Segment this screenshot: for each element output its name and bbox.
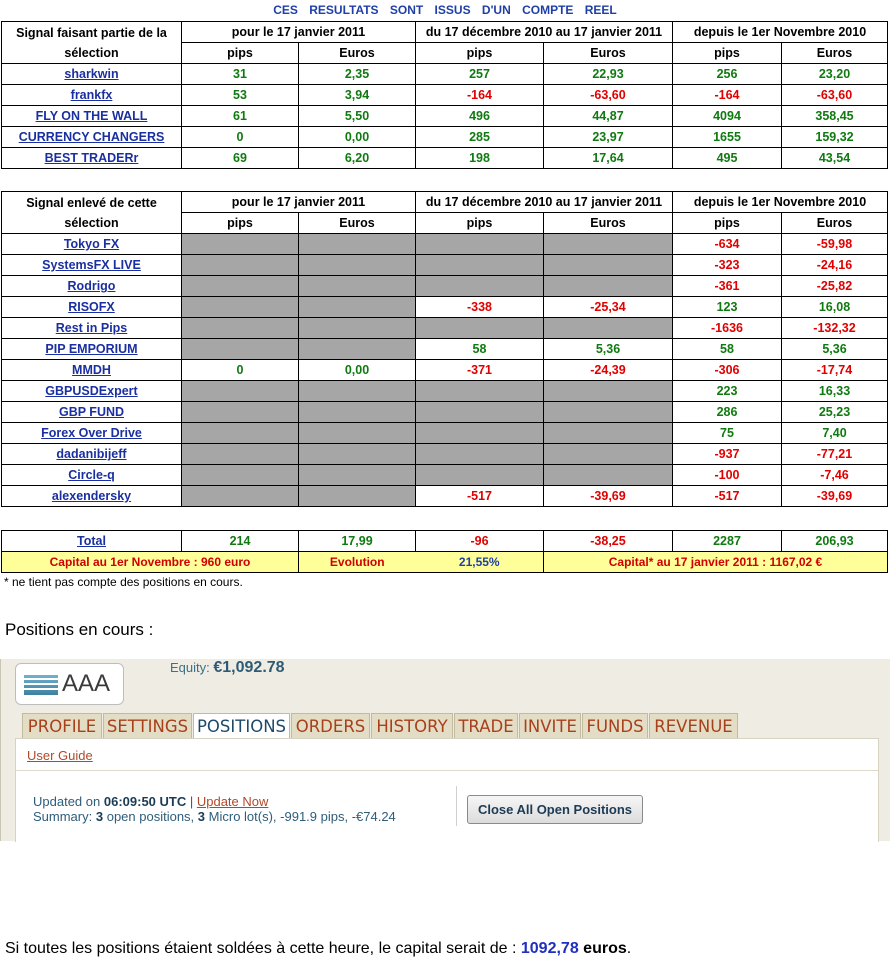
empty-cell — [416, 423, 544, 444]
signal-header: Signal enlevé de cette sélection — [2, 192, 182, 234]
empty-cell — [182, 234, 299, 255]
euros-cell: 159,32 — [782, 127, 888, 148]
empty-cell — [416, 465, 544, 486]
signal-name-link[interactable]: Forex Over Drive — [2, 423, 182, 444]
logo-text: AAA — [62, 670, 111, 697]
empty-cell — [182, 297, 299, 318]
pips-cell: 257 — [416, 64, 544, 85]
close-all-positions-button[interactable]: Close All Open Positions — [467, 795, 643, 824]
pips-cell: -371 — [416, 360, 544, 381]
table-row — [2, 276, 888, 297]
table-row — [2, 255, 888, 276]
table-row — [2, 64, 888, 85]
pips-cell: 58 — [673, 339, 782, 360]
empty-cell — [416, 318, 544, 339]
updated-time: 06:09:50 UTC — [103, 794, 187, 809]
signal-name-link[interactable]: CURRENCY CHANGERS — [2, 127, 182, 148]
table-row — [2, 148, 888, 169]
pips-cell: 198 — [416, 148, 544, 169]
euros-cell: -24,16 — [782, 255, 888, 276]
tab-profile[interactable]: PROFILE — [22, 713, 102, 738]
euros-cell: 23,20 — [782, 64, 888, 85]
signal-name-link[interactable]: RISOFX — [2, 297, 182, 318]
empty-cell — [416, 276, 544, 297]
empty-cell — [299, 486, 416, 507]
table-row — [2, 444, 888, 465]
total-euros-cell: 206,93 — [782, 531, 888, 552]
broker-logo[interactable] — [15, 663, 124, 705]
total-pips-cell: 2287 — [673, 531, 782, 552]
evolution-value: 21,55% — [416, 552, 544, 573]
pips-cell: -164 — [416, 85, 544, 106]
col-pips: pips — [416, 43, 544, 64]
signal-name-link[interactable]: FLY ON THE WALL — [2, 106, 182, 127]
empty-cell — [416, 402, 544, 423]
euros-cell: -39,69 — [782, 486, 888, 507]
table-row — [2, 234, 888, 255]
pips-cell: 69 — [182, 148, 299, 169]
euros-cell: -59,98 — [782, 234, 888, 255]
signal-name-link[interactable]: Circle-q — [2, 465, 182, 486]
pips-cell: -1636 — [673, 318, 782, 339]
empty-cell — [182, 255, 299, 276]
euros-cell: 2,35 — [299, 64, 416, 85]
euros-cell: -25,34 — [544, 297, 673, 318]
totals-table — [1, 530, 888, 573]
pips-cell: -338 — [416, 297, 544, 318]
empty-cell — [182, 318, 299, 339]
pips-cell: -634 — [673, 234, 782, 255]
positions-heading: Positions en cours : — [5, 620, 154, 639]
empty-cell — [299, 255, 416, 276]
col-euros: Euros — [544, 213, 673, 234]
empty-cell — [182, 486, 299, 507]
tab-funds[interactable]: FUNDS — [582, 713, 648, 738]
capital-now: Capital* au 17 janvier 2011 : 1167,02 € — [544, 552, 888, 573]
empty-cell — [299, 423, 416, 444]
signal-name-link[interactable]: Rodrigo — [2, 276, 182, 297]
signal-name-link[interactable]: PIP EMPORIUM — [2, 339, 182, 360]
tab-orders[interactable]: ORDERS — [291, 713, 370, 738]
removed-signals-table — [1, 191, 888, 507]
signal-name-link[interactable]: GBP FUND — [2, 402, 182, 423]
empty-cell — [299, 402, 416, 423]
pips-cell: 496 — [416, 106, 544, 127]
col-pips: pips — [182, 43, 299, 64]
signal-name-link[interactable]: Rest in Pips — [2, 318, 182, 339]
pips-cell: 0 — [182, 360, 299, 381]
tab-trade[interactable]: TRADE — [454, 713, 518, 738]
euros-cell: -63,60 — [544, 85, 673, 106]
empty-cell — [416, 381, 544, 402]
euros-cell: 358,45 — [782, 106, 888, 127]
euros-cell: 23,97 — [544, 127, 673, 148]
empty-cell — [299, 318, 416, 339]
table-row — [2, 297, 888, 318]
equity-label: Equity: — [170, 660, 210, 675]
empty-cell — [544, 255, 673, 276]
euros-cell: 22,93 — [544, 64, 673, 85]
signal-name-link[interactable]: BEST TRADERr — [2, 148, 182, 169]
signal-name-link[interactable]: Tokyo FX — [2, 234, 182, 255]
empty-cell — [544, 465, 673, 486]
footnote: * ne tient pas compte des positions en cours. — [4, 575, 243, 589]
final-amount: 1092,78 — [520, 940, 579, 957]
col-pips: pips — [416, 213, 544, 234]
euros-cell: 0,00 — [299, 127, 416, 148]
divider — [16, 770, 878, 771]
empty-cell — [416, 255, 544, 276]
col-euros: Euros — [782, 43, 888, 64]
updated-line: Updated on 06:09:50 UTC | Update Now — [33, 794, 269, 809]
euros-cell: 7,40 — [782, 423, 888, 444]
col-euros: Euros — [782, 213, 888, 234]
euros-cell: 5,36 — [544, 339, 673, 360]
table-row — [2, 381, 888, 402]
pips-cell: 123 — [673, 297, 782, 318]
table-row — [2, 423, 888, 444]
euros-cell: 0,00 — [299, 360, 416, 381]
empty-cell — [544, 444, 673, 465]
euros-cell: -17,74 — [782, 360, 888, 381]
positions-info — [33, 794, 396, 824]
pips-cell: 0 — [182, 127, 299, 148]
euros-cell: -24,39 — [544, 360, 673, 381]
period-header-day: pour le 17 janvier 2011 — [182, 22, 416, 43]
pips-cell: 58 — [416, 339, 544, 360]
signal-header: Signal faisant partie de la sélection — [2, 22, 182, 64]
broker-panel — [0, 659, 890, 841]
col-pips: pips — [673, 213, 782, 234]
table-row — [2, 339, 888, 360]
pips-cell: 285 — [416, 127, 544, 148]
period-header-month: du 17 décembre 2010 au 17 janvier 2011 — [416, 192, 673, 213]
empty-cell — [182, 444, 299, 465]
period-header-since: depuis le 1er Novembre 2010 — [673, 22, 888, 43]
euros-cell: 6,20 — [299, 148, 416, 169]
selected-signals-rows — [2, 64, 888, 169]
tab-invite[interactable]: INVITE — [519, 713, 581, 738]
pips-cell: 223 — [673, 381, 782, 402]
table-row — [2, 360, 888, 381]
update-now-link[interactable]: Update Now — [196, 794, 269, 809]
results-banner: CES RESULTATS SONT ISSUS D'UN COMPTE REEL — [273, 3, 617, 17]
pips-cell: 1655 — [673, 127, 782, 148]
table-row — [2, 127, 888, 148]
euros-cell: 17,64 — [544, 148, 673, 169]
euros-cell: 5,50 — [299, 106, 416, 127]
empty-cell — [416, 234, 544, 255]
signal-name-link[interactable]: alexendersky — [2, 486, 182, 507]
empty-cell — [182, 276, 299, 297]
euros-cell: -25,82 — [782, 276, 888, 297]
euros-cell: 16,08 — [782, 297, 888, 318]
pips-cell: -164 — [673, 85, 782, 106]
final-unit: euros — [583, 940, 627, 957]
signal-name-link[interactable]: MMDH — [2, 360, 182, 381]
empty-cell — [182, 381, 299, 402]
empty-cell — [299, 465, 416, 486]
period-header-since: depuis le 1er Novembre 2010 — [673, 192, 888, 213]
euros-cell: 43,54 — [782, 148, 888, 169]
empty-cell — [299, 297, 416, 318]
pips-cell: -937 — [673, 444, 782, 465]
tab-settings[interactable]: SETTINGS — [103, 713, 192, 738]
euros-cell: 16,33 — [782, 381, 888, 402]
table-row — [2, 85, 888, 106]
evolution-label: Evolution — [299, 552, 416, 573]
empty-cell — [182, 339, 299, 360]
euros-cell: 44,87 — [544, 106, 673, 127]
logo-icon — [24, 675, 58, 695]
euros-cell: 25,23 — [782, 402, 888, 423]
empty-cell — [182, 465, 299, 486]
period-header-month: du 17 décembre 2010 au 17 janvier 2011 — [416, 22, 673, 43]
signal-name-link[interactable]: GBPUSDExpert — [2, 381, 182, 402]
pips-cell: -517 — [416, 486, 544, 507]
pips-cell: -517 — [673, 486, 782, 507]
total-euros-cell: -38,25 — [544, 531, 673, 552]
total-pips-cell: 214 — [182, 531, 299, 552]
empty-cell — [299, 381, 416, 402]
pips-cell: 61 — [182, 106, 299, 127]
euros-cell: -7,46 — [782, 465, 888, 486]
tab-history[interactable]: HISTORY — [371, 713, 453, 738]
col-euros: Euros — [299, 213, 416, 234]
col-euros: Euros — [544, 43, 673, 64]
total-euros-cell: 17,99 — [299, 531, 416, 552]
empty-cell — [416, 444, 544, 465]
col-pips: pips — [182, 213, 299, 234]
equity-value: €1,092.78 — [213, 659, 285, 676]
pips-cell: 4094 — [673, 106, 782, 127]
total-pips-cell: -96 — [416, 531, 544, 552]
col-euros: Euros — [299, 43, 416, 64]
pips-cell: 286 — [673, 402, 782, 423]
empty-cell — [544, 234, 673, 255]
euros-cell: 5,36 — [782, 339, 888, 360]
signal-name-link[interactable]: frankfx — [2, 85, 182, 106]
pips-cell: -100 — [673, 465, 782, 486]
euros-cell: -63,60 — [782, 85, 888, 106]
pips-cell: 256 — [673, 64, 782, 85]
empty-cell — [299, 234, 416, 255]
final-capital-line: Si toutes les positions étaient soldées à cette heure, le capital serait de : 1092,78 euros. — [5, 940, 632, 957]
euros-cell: -39,69 — [544, 486, 673, 507]
equity — [170, 659, 285, 677]
pips-cell: -306 — [673, 360, 782, 381]
pips-cell: 31 — [182, 64, 299, 85]
total-row — [2, 531, 888, 552]
signal-name-link[interactable]: sharkwin — [2, 64, 182, 85]
capital-start: Capital au 1er Novembre : 960 euro — [2, 552, 299, 573]
pips-cell: -323 — [673, 255, 782, 276]
empty-cell — [182, 402, 299, 423]
table-row — [2, 106, 888, 127]
tab-positions[interactable]: POSITIONS — [193, 713, 290, 739]
euros-cell: -77,21 — [782, 444, 888, 465]
table-row — [2, 318, 888, 339]
empty-cell — [299, 444, 416, 465]
capital-row — [2, 552, 888, 573]
empty-cell — [544, 381, 673, 402]
empty-cell — [544, 423, 673, 444]
total-label[interactable]: Total — [2, 531, 182, 552]
empty-cell — [544, 402, 673, 423]
user-guide-link[interactable]: User Guide — [27, 748, 93, 763]
pips-cell: 495 — [673, 148, 782, 169]
empty-cell — [544, 276, 673, 297]
euros-cell: 3,94 — [299, 85, 416, 106]
tab-revenue[interactable]: REVENUE — [649, 713, 738, 738]
empty-cell — [544, 318, 673, 339]
pips-cell: 53 — [182, 85, 299, 106]
table-row — [2, 465, 888, 486]
pips-cell: -361 — [673, 276, 782, 297]
signal-name-link[interactable]: SystemsFX LIVE — [2, 255, 182, 276]
empty-cell — [299, 339, 416, 360]
positions-content — [15, 738, 879, 842]
selected-signals-table — [1, 21, 888, 169]
table-row — [2, 402, 888, 423]
summary-line: Summary: 3 open positions, 3 Micro lot(s), -991.9 pips, -€74.24 — [33, 809, 396, 824]
euros-cell: -132,32 — [782, 318, 888, 339]
col-pips: pips — [673, 43, 782, 64]
period-header-day: pour le 17 janvier 2011 — [182, 192, 416, 213]
empty-cell — [182, 423, 299, 444]
empty-cell — [299, 276, 416, 297]
divider — [456, 786, 457, 826]
removed-signals-rows — [2, 234, 888, 507]
signal-name-link[interactable]: dadanibijeff — [2, 444, 182, 465]
pips-cell: 75 — [673, 423, 782, 444]
table-row — [2, 486, 888, 507]
